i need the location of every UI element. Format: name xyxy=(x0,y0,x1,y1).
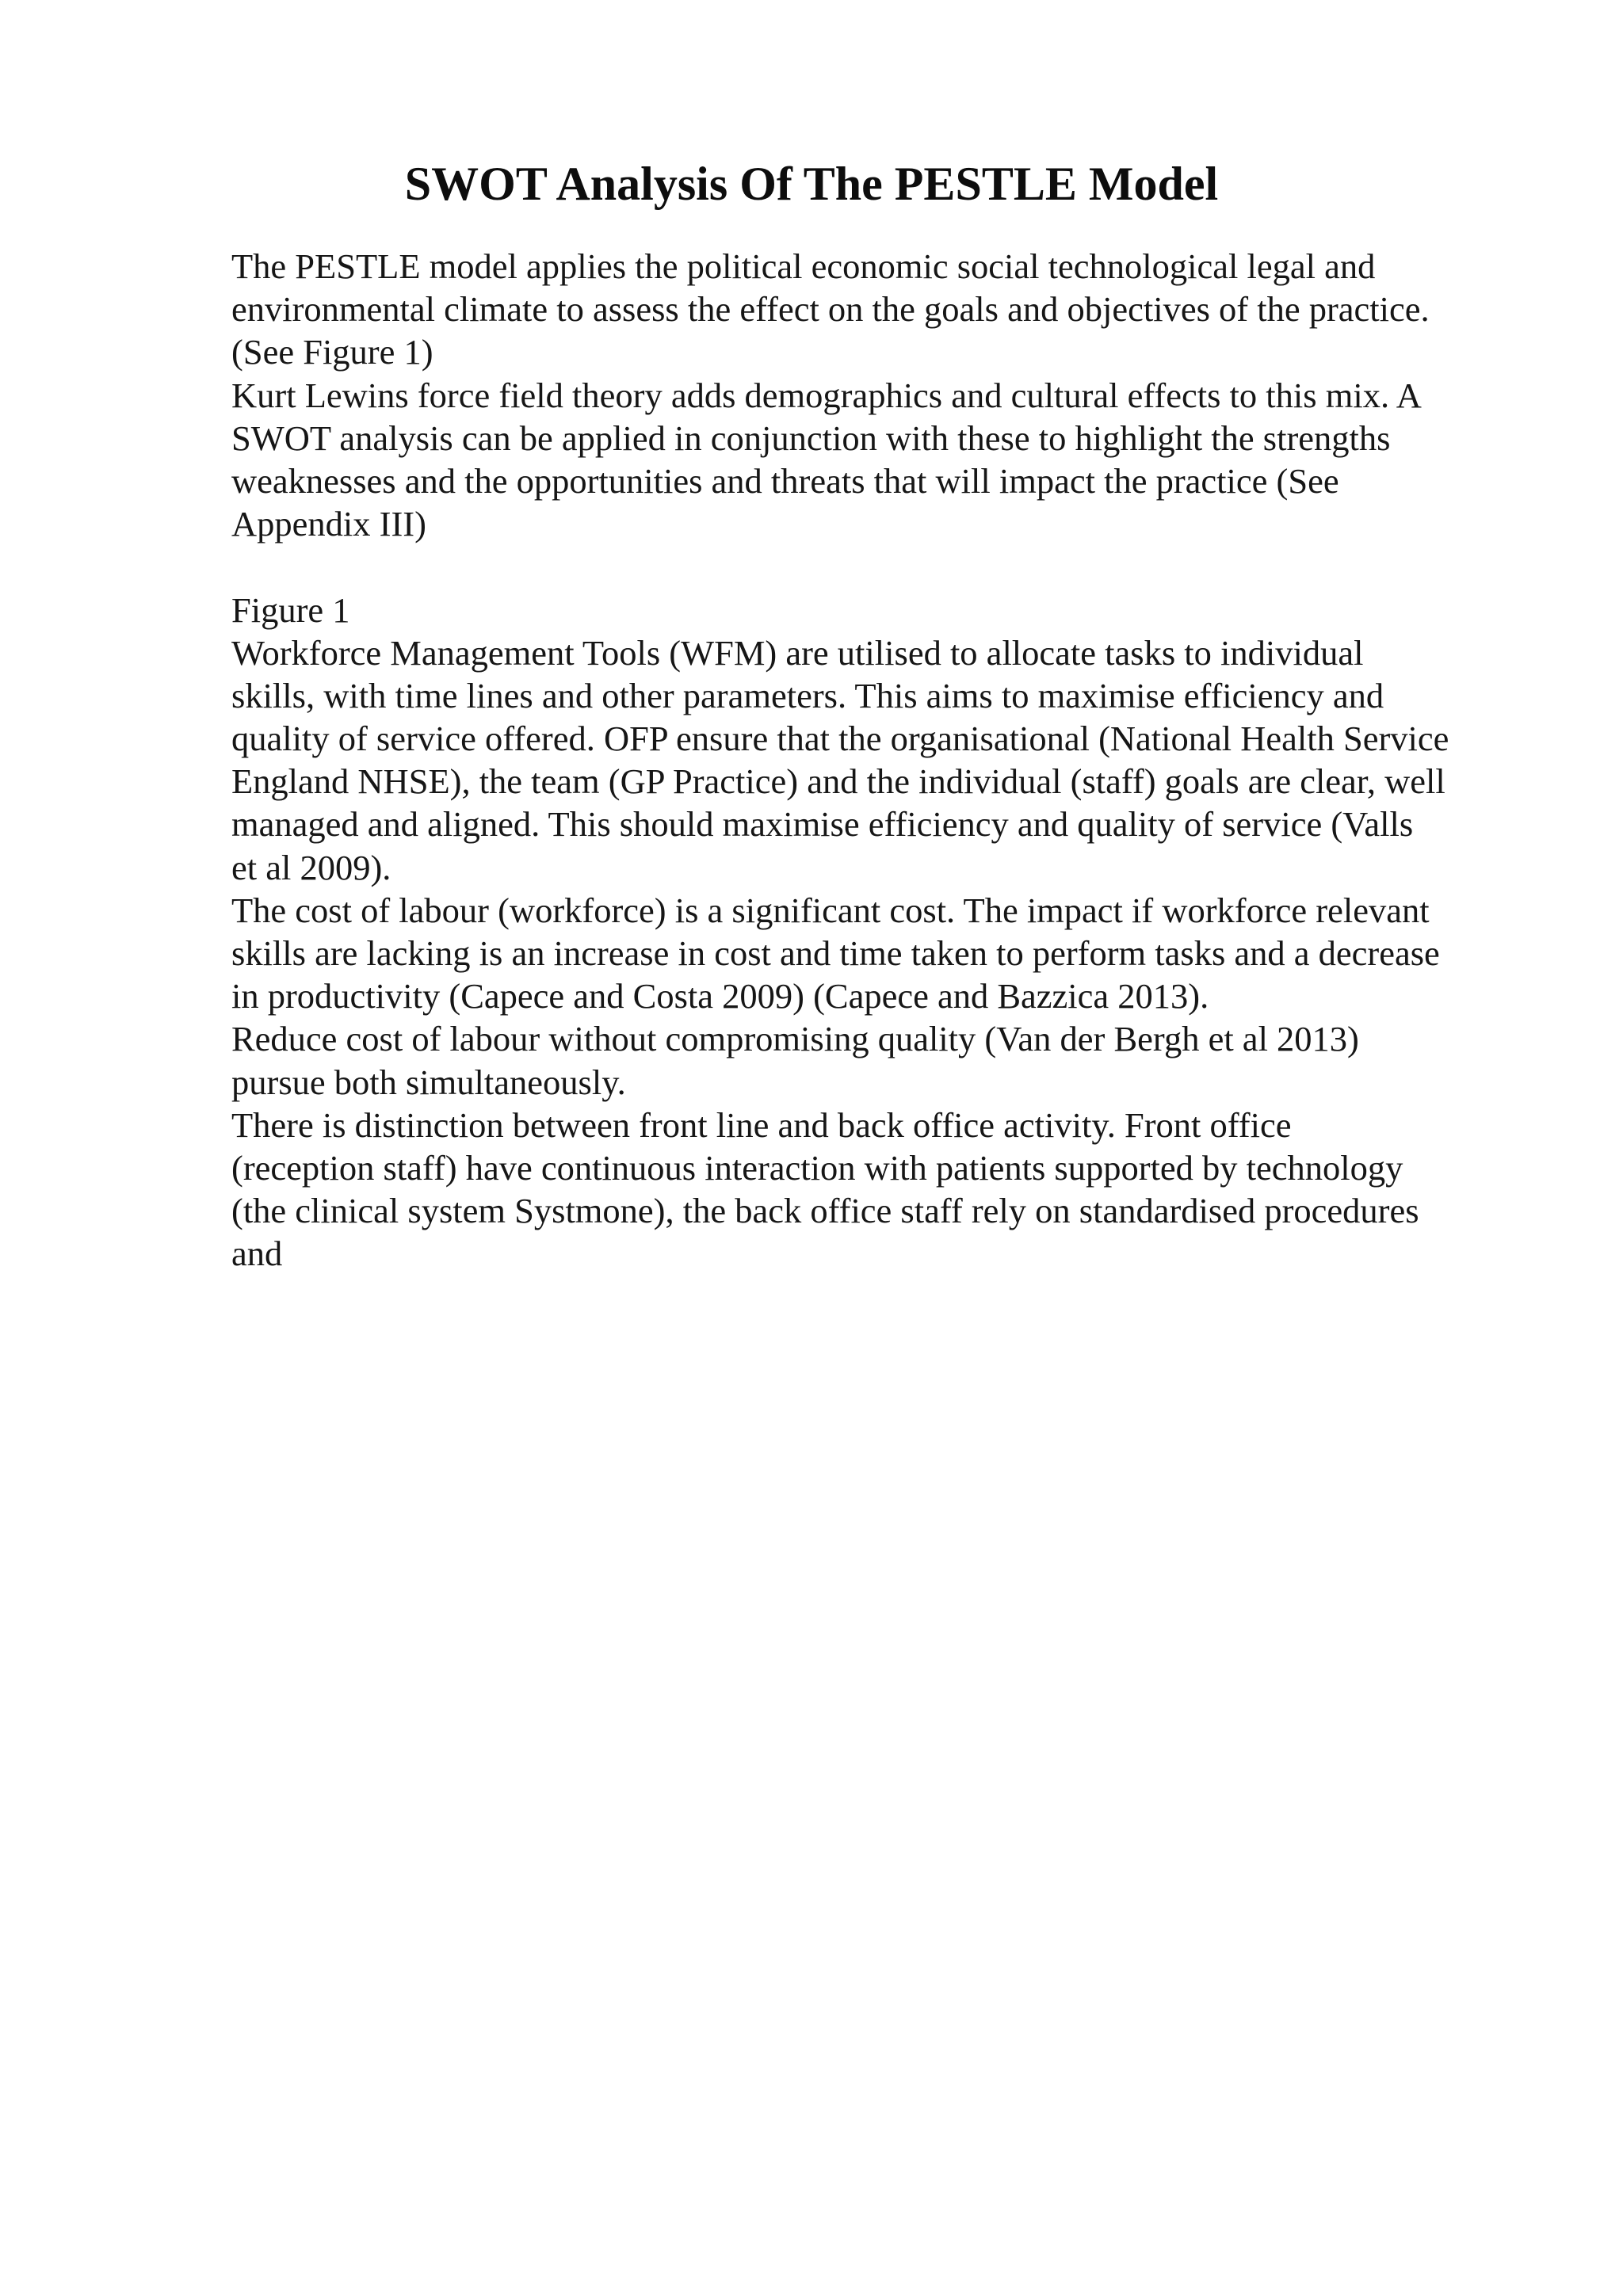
text-line: skills are lacking is an increase in cost and time taken to perform tasks and a decrease xyxy=(231,933,1440,973)
paragraph-spacer xyxy=(231,545,1547,588)
text-line: Reduce cost of labour without compromising quality (Van der Bergh et al 2013) xyxy=(231,1019,1359,1059)
page-title: SWOT Analysis Of The PESTLE Model xyxy=(404,158,1219,210)
text-line: (reception staff) have continuous interaction with patients supported by technology xyxy=(231,1147,1403,1188)
text-line: Workforce Management Tools (WFM) are utilised to allocate tasks to individual xyxy=(231,632,1364,673)
text-line: in productivity (Capece and Costa 2009) (Capece and Bazzica 2013). xyxy=(231,976,1209,1016)
text-line: weaknesses and the opportunities and threats that will impact the practice (See xyxy=(231,460,1339,501)
text-line: The PESTLE model applies the political economic social technological legal and xyxy=(231,246,1376,286)
text-line: (See Figure 1) xyxy=(231,332,433,372)
text-line: quality of service offered. OFP ensure that the organisational (National Health Service xyxy=(231,719,1449,759)
text-line: et al 2009). xyxy=(231,847,391,887)
text-line: managed and aligned. This should maximise efficiency and quality of service (Valls xyxy=(231,804,1414,845)
text-line: environmental climate to assess the effect on the goals and objectives of the practice. xyxy=(231,289,1430,330)
document-body xyxy=(231,245,1547,1276)
text-line: Kurt Lewins force field theory adds demographics and cultural effects to this mix. A xyxy=(231,375,1422,415)
text-line: SWOT analysis can be applied in conjunction with these to highlight the strengths xyxy=(231,418,1391,458)
text-line: and xyxy=(231,1234,283,1274)
text-line: There is distinction between front line and back office activity. Front office xyxy=(231,1104,1292,1145)
text-line: skills, with time lines and other parameters. This aims to maximise efficiency and xyxy=(231,675,1384,715)
figure-label: Figure 1 xyxy=(231,589,350,630)
text-line: Appendix III) xyxy=(231,504,426,544)
text-line: The cost of labour (workforce) is a significant cost. The impact if workforce relevant xyxy=(231,890,1430,930)
text-line: (the clinical system Systmone), the back office staff rely on standardised procedures xyxy=(231,1191,1419,1231)
text-line: pursue both simultaneously. xyxy=(231,1062,626,1102)
text-line: England NHSE), the team (GP Practice) and the individual (staff) goals are clear, well xyxy=(231,761,1445,802)
